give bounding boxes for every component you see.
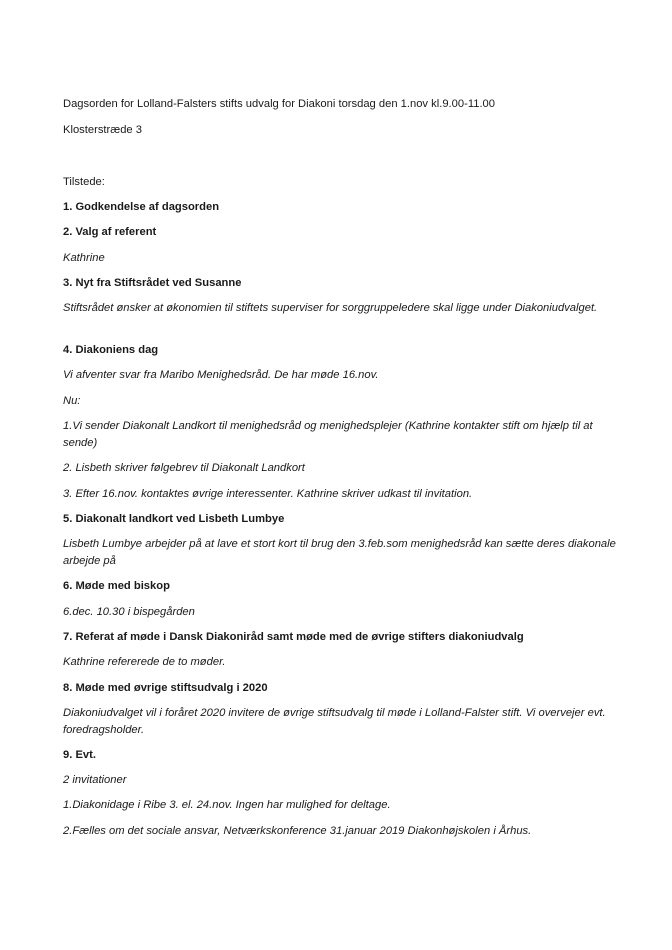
agenda-item-4-note: Vi afventer svar fra Maribo Menighedsråd. De har møde 16.nov. bbox=[63, 369, 379, 381]
document-title: Dagsorden for Lolland-Falsters stifts udvalg for Diakoni torsdag den 1.nov kl.9.00-11.00 bbox=[63, 98, 495, 110]
agenda-item-2-note: Kathrine bbox=[63, 252, 105, 264]
agenda-item-4-point-1: 1.Vi sender Diakonalt Landkort til menighedsråd og menighedsplejer (Kathrine kontakter stift om hjælp til at sende) bbox=[63, 420, 593, 449]
agenda-item-9-note: 2 invitationer bbox=[63, 774, 127, 786]
agenda-item-5-note: Lisbeth Lumbye arbejder på at lave et stort kort til brug den 3.feb.som menighedsråd kan sætte deres diakonale arbejde på bbox=[63, 538, 616, 567]
agenda-item-9-heading: 9. Evt. bbox=[63, 749, 96, 761]
agenda-item-3-heading: 3. Nyt fra Stiftsrådet ved Susanne bbox=[63, 277, 242, 289]
agenda-item-8-note: Diakoniudvalget vil i foråret 2020 invitere de øvrige stiftsudvalg til møde i Lolland-Falster stift. Vi overvejer evt. foredragsholder. bbox=[63, 707, 606, 736]
agenda-item-9-point-2: 2.Fælles om det sociale ansvar, Netværkskonference 31.januar 2019 Diakonhøjskolen i Århus. bbox=[63, 825, 532, 837]
agenda-item-1-heading: 1. Godkendelse af dagsorden bbox=[63, 201, 220, 213]
agenda-item-3-note: Stiftsrådet ønsker at økonomien til stiftets superviser for sorggruppeledere skal ligge under Diakoniudvalget. bbox=[63, 302, 598, 314]
agenda-item-4-point-2: 2. Lisbeth skriver følgebrev til Diakonalt Landkort bbox=[63, 462, 305, 474]
agenda-item-9-point-1: 1.Diakonidage i Ribe 3. el. 24.nov. Ingen har mulighed for deltage. bbox=[63, 799, 391, 811]
agenda-item-7-heading: 7. Referat af møde i Dansk Diakoniråd samt møde med de øvrige stifters diakoniudvalg bbox=[63, 631, 524, 643]
agenda-item-7-note: Kathrine refererede de to møder. bbox=[63, 656, 226, 668]
attendees-label: Tilstede: bbox=[63, 176, 105, 188]
agenda-item-2-heading: 2. Valg af referent bbox=[63, 226, 157, 238]
agenda-item-8-heading: 8. Møde med øvrige stiftsudvalg i 2020 bbox=[63, 682, 268, 694]
agenda-item-4-point-3: 3. Efter 16.nov. kontaktes øvrige interessenter. Kathrine skriver udkast til invitation. bbox=[63, 488, 473, 500]
meeting-location: Klosterstræde 3 bbox=[63, 124, 142, 136]
agenda-item-4-now-label: Nu: bbox=[63, 395, 81, 407]
agenda-item-4-heading: 4. Diakoniens dag bbox=[63, 344, 159, 356]
agenda-item-6-note: 6.dec. 10.30 i bispegården bbox=[63, 606, 195, 618]
agenda-item-6-heading: 6. Møde med biskop bbox=[63, 580, 170, 592]
agenda-item-5-heading: 5. Diakonalt landkort ved Lisbeth Lumbye bbox=[63, 513, 285, 525]
